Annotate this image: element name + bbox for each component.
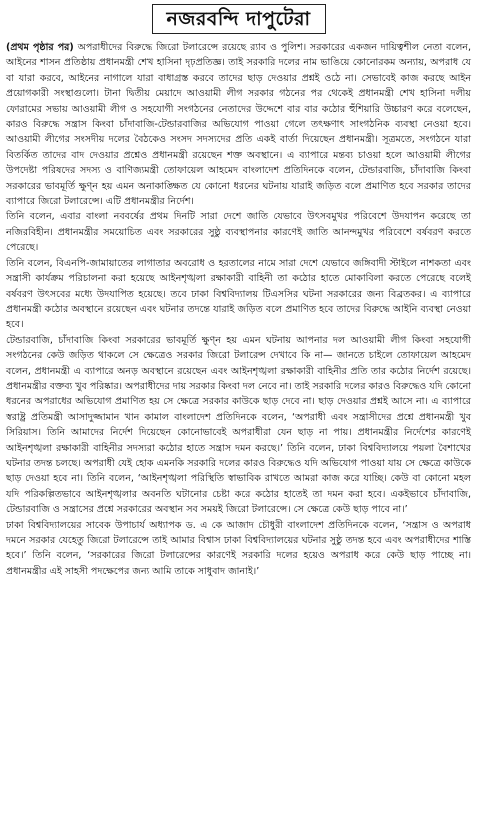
article-paragraph-2: তিনি বলেন, এবার বাংলা নববর্ষের প্রথম দিনটি সারা দেশে জাতি যেভাবে উৎসবমুখর পরিবেশে উদযাপন করেছে তা নজিরবিহীন। প্রধানমন্ত্রীর সময়োচিত এবং সরকারের সুষ্ঠু ব্যবস্থাপনার কারণেই জাতি আনন্দমুখর পরিবেশে বর্ষবরণ করতে পেরেছে। bbox=[6, 211, 471, 254]
article-paragraph-4: টেন্ডারবাজি, চাঁদাবাজি কিংবা সরকারের ভাবমূর্তি ক্ষুণ্ন হয় এমন ঘটনায় আপনার দল আওয়ামী লীগ কিংবা সহযোগী সংগঠনের কেউ জড়িত থাকলে সে ক্ষেত্রেও সরকার জিরো টলারেন্স দেখাবে কি না— জানতে চাইলে তোফায়েল আহমেদ বলেন, প্রধানমন্ত্রী এ ব্যাপারে অনড় অবস্থানে রয়েছেন এবং আইনশৃঙ্খলা রক্ষাকারী বাহিনীর প্রতি তার কঠোর নির্দেশ রয়েছে। প্রধানমন্ত্রীর বক্তব্য খুব পরিষ্কার। অপরাধীদের দায় সরকার কিংবা দল নেবে না। তাই সরকারি দলের কারও বিরুদ্ধেও যদি কোনো ধরনের অপরাধের অভিযোগ প্রমাণিত হয় সে ক্ষেত্রে সরকার কাউকে ছাড় দেবে না। ছাড় দেওয়ার প্রশ্নই আসে না। এ ব্যাপারে স্বরাষ্ট্র প্রতিমন্ত্রী আসাদুজ্জামান খান কামাল বাংলাদেশ প্রতিদিনকে বলেন, ‘অপরাধী এবং সন্ত্রাসীদের প্রশ্নে প্রধানমন্ত্রী খুব সিরিয়াস। তিনি আমাদের নির্দেশ দিয়েছেন কোনোভাবেই অপরাধীরা যেন ছাড় না পায়। প্রধানমন্ত্রীর নির্দেশের কারণেই আইনশৃঙ্খলা রক্ষাকারী বাহিনীর সদস্যরা কঠোর হাতে সন্ত্রাস দমন করছে।’ তিনি বলেন, ঢাকা বিশ্ববিদ্যালয়ে পয়লা বৈশাখের ঘটনার তদন্ত চলছে। অপরাধী যেই হোক এমনকি সরকারি দলের কারও বিরুদ্ধেও যদি অভিযোগ পাওয়া যায় সে ক্ষেত্রে কাউকে ছাড় দেওয়া হবে না। তিনি বলেন, ‘আইনশৃঙ্খলা পরিস্থিতি স্বাভাবিক রাখতে আমরা কাজ করে যাচ্ছি। কেউ বা কোনো মহল যদি পরিকল্পিতভাবে আইনশৃঙ্খলার অবনতি ঘটানোর চেষ্টা করে কঠোর হাতেই তা দমন করা হবে। একইভাবে চাঁদাবাজি, টেন্ডারবাজি ও সন্ত্রাসের প্রশ্নে সরকারের অবস্থান সব সময়ই জিরো টলারেন্সে। সে ক্ষেত্রে কেউ ছাড় পাবে না।’ bbox=[6, 334, 471, 516]
continued-from-front-page-label: (প্রথম পৃষ্ঠার পর) bbox=[6, 42, 74, 53]
headline-container bbox=[6, 4, 471, 34]
paragraph-1-text: অপরাধীদের বিরুদ্ধে জিরো টলারেন্সে রয়েছে র‌্যাব ও পুলিশ। সরকারের একজন দায়িত্বশীল নেতা বলেন, আইনের শাসন প্রতিষ্ঠায় প্রধানমন্ত্রী শেখ হাসিনা দৃঢ়প্রতিজ্ঞ। তাই সরকারি দলের নাম ভাঙিয়ে কোনোরকম অন্যায়, অপরাধ যে বা যারা করবে, আইনের নাগালে যারা বাধাগ্রস্ত করবে তাদের ছাড় দেওয়ার প্রশ্নই ওঠে না। সেভাবেই কাজ করছে আইন প্রয়োগকারী সংস্থাগুলো। টানা দ্বিতীয় মেয়াদে আওয়ামী লীগ সরকার গঠনের পর থেকেই প্রধানমন্ত্রী শেখ হাসিনা দলীয় ফোরামের সভায় আওয়ামী লীগ ও সহযোগী সংগঠনের নেতাদের উদ্দেশে বার বার কঠোর হুঁশিয়ারি উচ্চারণ করে বলেছেন, কারও বিরুদ্ধে সন্ত্রাস কিংবা চাঁদাবাজি-টেন্ডারবাজির অভিযোগ পাওয়া গেলে তৎক্ষণাৎ সাংগঠনিক ব্যবস্থা নেওয়া হবে। আওয়ামী লীগের সংসদীয় দলের বৈঠকেও সংসদ সদস্যদের প্রতি একই বার্তা দিয়েছেন প্রধানমন্ত্রী। সূত্রমতে, সংগঠনে যারা বিতর্কিত তাদের বাদ দেওয়ার প্রশ্নেও প্রধানমন্ত্রী রয়েছেন শক্ত অবস্থানে। এ ব্যাপারে মন্তব্য চাওয়া হলে আওয়ামী লীগের উপদেষ্টা পরিষদের সদস্য ও বাণিজ্যমন্ত্রী তোফায়েল আহমেদ বাংলাদেশ প্রতিদিনকে বলেন, টেন্ডারবাজি, চাঁদাবাজি কিংবা সরকারের ভাবমূর্তি ক্ষুণ্ন হয় এমন অনাকাঙ্ক্ষিত যে কোনো ধরনের ঘটনায় যারাই জড়িত বলে প্রমাণিত হবে সরকার তাদের ব্যাপারে জিরো টলারেন্সে। এটি প্রধানমন্ত্রীর নির্দেশ। bbox=[6, 42, 471, 208]
article-paragraph-5: ঢাকা বিশ্ববিদ্যালয়ের সাবেক উপাচার্য অধ্যাপক ড. এ কে আজাদ চৌধুরী বাংলাদেশ প্রতিদিনকে বলেন, ‘সন্ত্রাস ও অপরাধ দমনে সরকার যেহেতু জিরো টলারেন্সে তাই আমার বিশ্বাস ঢাকা বিশ্ববিদ্যালয়ের ঘটনার সুষ্ঠু তদন্ত হবে এবং অপরাধীদের শাস্তি হবে।’ তিনি বলেন, ‘সরকারের জিরো টলারেন্সের কারণেই সরকারি দলের হয়েও অপরাধ করে কেউ ছাড় পাচ্ছে না। প্রধানমন্ত্রীর এই সাহসী পদক্ষেপের জন্য আমি তাকে সাধুবাদ জানাই।’ bbox=[6, 519, 471, 577]
article-headline: নজরবন্দি দাপুটেরা bbox=[152, 4, 326, 34]
article-paragraph-3: তিনি বলেন, বিএনপি-জামায়াতের লাগাতার অবরোধ ও হরতালের নামে সারা দেশে যেভাবে জঙ্গিবাদী স্টাইলে নাশকতা এবং সন্ত্রাসী কার্যক্রম পরিচালনা করা হয়েছে আইনশৃঙ্খলা রক্ষাকারী বাহিনী তা কঠোর হাতে মোকাবিলা করতে পেরেছে বলেই বর্ষবরণ উৎসবের মধ্যে উদযাপিত হয়েছে। তবে ঢাকা বিশ্ববিদ্যালয় টিএসসির ঘটনা সরকারের জন্য বিব্রতকর। এ ব্যাপারে প্রধানমন্ত্রী কঠোর অবস্থানে রয়েছেন এবং ঘটনার তদন্তে যারাই জড়িত বলে প্রমাণিত হবে তাদের বিরুদ্ধে আইনি ব্যবস্থা নেওয়া হবে। bbox=[6, 257, 471, 331]
article-paragraph-1 bbox=[6, 40, 471, 209]
